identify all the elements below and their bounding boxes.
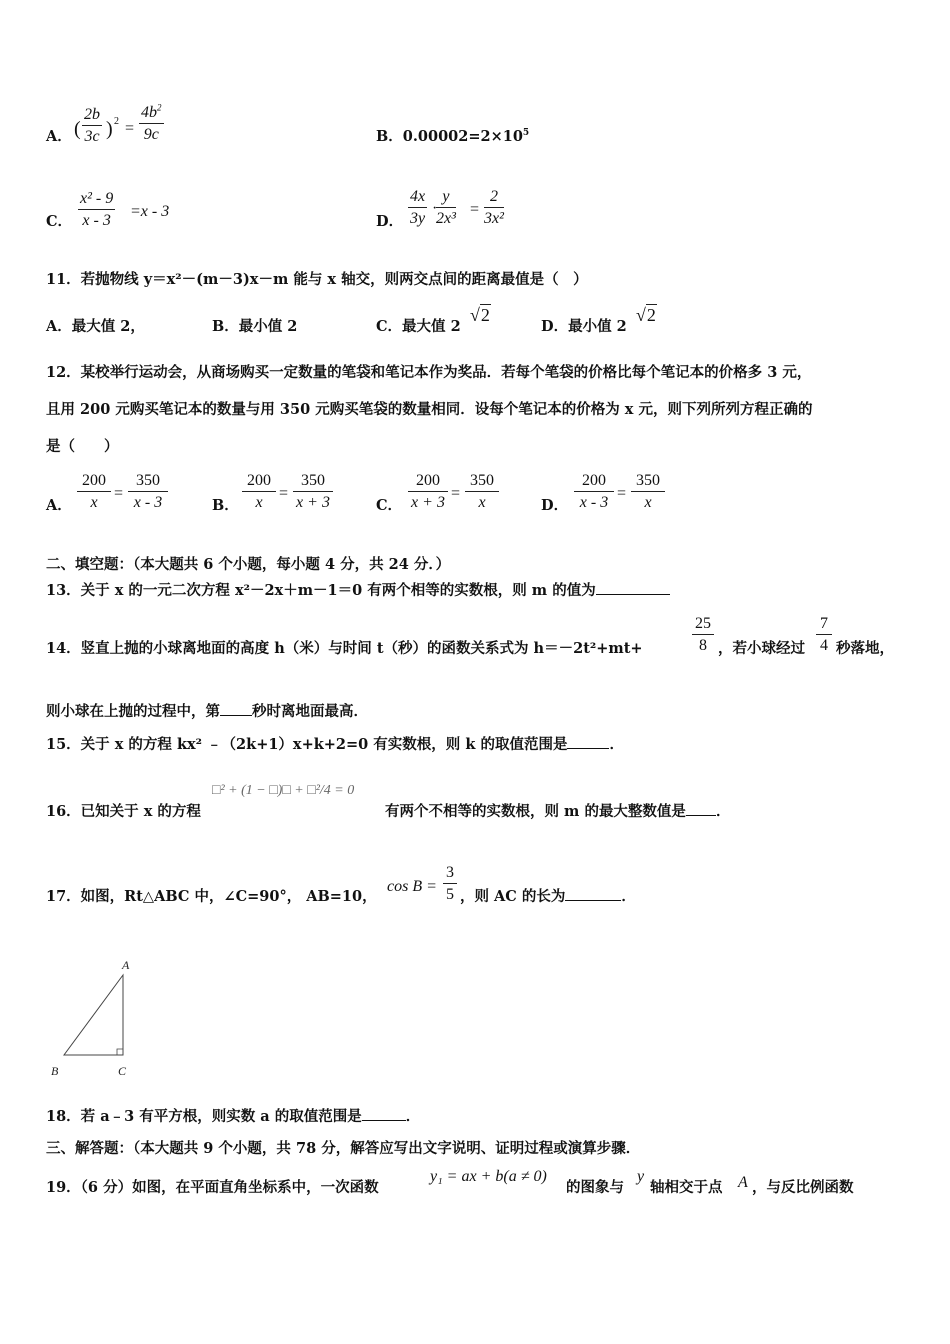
q10-d-fraction-2 <box>436 189 456 227</box>
q11-option-d-sqrt: √2 <box>636 305 656 325</box>
q11-option-c: C．最大值 2 <box>376 318 461 335</box>
q14-line-2b: 秒时离地面最高． <box>252 703 368 720</box>
q12-d-equals: = <box>617 485 627 502</box>
q10-a-fraction-2 <box>139 102 164 143</box>
q12-c-n1: 200 <box>408 473 448 492</box>
section-2-heading: 二、填空题：（本大题共 6 个小题，每小题 4 分，共 24 分．） <box>46 556 451 573</box>
q18-end: ． <box>405 1108 421 1125</box>
q14-part-2: ，若小球经过 <box>718 640 805 657</box>
q19-post: ，与反比例函数 <box>752 1179 854 1196</box>
q16-post-text: 有两个不相等的实数根，则 m 的最大整数值是 <box>385 803 686 820</box>
q10-option-b <box>376 130 529 145</box>
q19-y-symbol: y <box>637 1168 645 1185</box>
q12-a-d1: x <box>90 494 98 511</box>
q12-b-frac-1 <box>242 473 276 511</box>
q11-option-d: D．最小值 2 <box>541 318 627 335</box>
q16-post <box>385 805 730 820</box>
q17-pre: 17．如图，Rt△ABC 中，∠C=90°， AB=10， <box>46 888 377 905</box>
q10-d-equals: = <box>470 201 480 218</box>
q19-mid-2: 轴相交于点 <box>650 1179 723 1196</box>
q17-den: 5 <box>446 886 454 903</box>
q15-end: ． <box>609 736 624 753</box>
q13-text <box>46 584 670 599</box>
q12-a-equals: = <box>114 485 124 502</box>
q19-point-a: A <box>738 1174 748 1191</box>
right-angle-mark <box>117 1049 123 1055</box>
section-3-heading: 三、解答题：（本大题共 9 个小题，共 78 分，解答应写出文字说明、证明过程或演算步骤． <box>46 1140 641 1157</box>
q10-d-fraction-1 <box>408 189 427 227</box>
q10-a-f2-num <box>139 102 164 124</box>
q10-d-f2-num: y <box>436 189 456 208</box>
q12-b-d2: x + 3 <box>296 494 330 511</box>
q12-line-2: 且用 200 元购买笔记本的数量与用 350 元购买笔袋的数量相同．设每个笔记本的价格为 x 元，则下列所列方程正确的 <box>46 401 813 418</box>
q12-d-n2: 350 <box>631 473 665 492</box>
q17-blank[interactable] <box>565 899 621 901</box>
q12-option-c-label: C． <box>376 497 403 514</box>
q10-option-c-label: C． <box>46 213 73 230</box>
q11-option-b: B．最小值 2 <box>212 318 298 335</box>
q14-f2-num: 7 <box>816 616 832 635</box>
q10-c-rhs: =x - 3 <box>130 203 170 220</box>
q11-option-c-sqrt: √2 <box>470 305 490 325</box>
q10-a-paren-close: ) <box>106 118 113 140</box>
q10-d-f1-num: 4x <box>408 189 427 208</box>
q12-line-1: 12．某校举行运动会，从商场购买一定数量的笔袋和笔记本作为奖品．若每个笔袋的价格比每个笔记本的价格多 3 元， <box>46 364 812 381</box>
q10-d-fraction-3 <box>484 189 504 227</box>
q10-d-f3-den: 3x² <box>484 210 504 227</box>
q10-option-d-label: D． <box>376 213 404 230</box>
q15-text <box>46 738 624 753</box>
q17-triangle-figure <box>40 955 150 1085</box>
q14-f1-num: 25 <box>692 616 714 635</box>
q12-line-3: 是（ ） <box>46 438 119 455</box>
q12-d-frac-1 <box>574 473 614 511</box>
q18-blank[interactable] <box>362 1119 406 1121</box>
triangle-abc <box>64 975 123 1055</box>
vertex-a-label: A <box>122 958 130 972</box>
q12-c-n2: 350 <box>465 473 499 492</box>
q12-b-d1: x <box>255 494 263 511</box>
q14-line-2a: 则小球在上抛的过程中，第 <box>46 703 220 720</box>
q14-fraction-2 <box>816 616 832 654</box>
q18-stem: 18．若 a﹣3 有平方根，则实数 a 的取值范围是 <box>46 1108 362 1125</box>
q12-c-equals: = <box>451 485 461 502</box>
q12-a-frac-1 <box>77 473 111 511</box>
q15-blank[interactable] <box>567 747 609 749</box>
q10-a-fraction-1 <box>82 107 102 145</box>
q10-b-text: B．0.00002=2×10 <box>376 128 523 145</box>
q10-b-exp: 5 <box>522 128 530 139</box>
q10-c-den: x - 3 <box>82 212 111 229</box>
q12-a-n1: 200 <box>77 473 111 492</box>
q10-a-f1-den: 3c <box>84 128 100 145</box>
q16-blank[interactable] <box>686 814 716 816</box>
q16-end: ． <box>715 803 731 820</box>
q12-b-n2: 350 <box>293 473 333 492</box>
q17-num: 3 <box>443 865 457 884</box>
q12-c-d1: x + 3 <box>411 494 445 511</box>
q12-a-d2: x - 3 <box>133 494 163 511</box>
q10-a-f2-den: 9c <box>143 126 159 143</box>
q12-d-d2: x <box>644 494 652 511</box>
q11-c-radicand: 2 <box>480 305 490 325</box>
q12-c-d2: x <box>478 494 486 511</box>
q12-a-n2: 350 <box>128 473 168 492</box>
q18-text <box>46 1110 420 1125</box>
q17-end: ． <box>621 888 636 905</box>
q11-stem: 11．若抛物线 y＝x²－(m－3)x－m 能与 x 轴交，则两交点间的距离最值是（ ） <box>46 271 588 288</box>
q13-stem: 13．关于 x 的一元二次方程 x²－2x＋m－1＝0 有两个相等的实数根，则 m 的值为 <box>46 582 596 599</box>
q10-a-f2-num-text: 4b <box>141 104 157 121</box>
q14-f1-den: 8 <box>699 637 707 654</box>
q14-part-1: 14．竖直上抛的小球离地面的高度 h（米）与时间 t（秒）的函数关系式为 h＝－2t²+mt+ <box>46 640 643 657</box>
q17-post-text: ，则 AC 的长为 <box>460 888 566 905</box>
q10-c-num: x² - 9 <box>78 191 115 210</box>
q11-option-a: A．最大值 2， <box>46 318 145 335</box>
q19-formula: y₁ = ax + b(a ≠ 0) <box>430 1168 547 1185</box>
q17-post <box>460 890 636 905</box>
q17-cos: cos B = <box>387 878 437 895</box>
q12-b-equals: = <box>279 485 289 502</box>
q10-d-f2-den: 2x³ <box>436 210 456 227</box>
q10-a-f2-num-exp: 2 <box>157 102 162 113</box>
q10-c-fraction <box>78 191 115 229</box>
q12-option-d-label: D． <box>541 497 569 514</box>
q14-blank[interactable] <box>220 714 252 716</box>
q16-pre: 16．已知关于 x 的方程 <box>46 803 201 820</box>
q12-b-frac-2 <box>293 473 333 511</box>
q12-option-a-label: A． <box>46 497 72 514</box>
q10-a-paren-open: ( <box>74 118 81 140</box>
q12-d-frac-2 <box>631 473 665 511</box>
q15-stem: 15．关于 x 的方程 kx² ﹣（2k+1）x+k+2=0 有实数根，则 k 的取值范围是 <box>46 736 568 753</box>
vertex-b-label: B <box>51 1064 59 1078</box>
q10-d-f1-den: 3y <box>410 210 426 227</box>
q12-d-d1: x - 3 <box>579 494 609 511</box>
q16-formula-image: □² + (1 − □)□ + □²/4 = 0 <box>212 783 355 798</box>
q12-a-frac-2 <box>128 473 168 511</box>
q13-blank[interactable] <box>596 593 670 595</box>
q14-part-3: 秒落地， <box>836 640 894 657</box>
q10-a-equals: = <box>125 120 135 137</box>
q14-f2-den: 4 <box>820 637 828 654</box>
q12-d-n1: 200 <box>574 473 614 492</box>
q19-mid-1: 的图象与 <box>566 1179 624 1196</box>
q19-pre: 19．（6 分）如图，在平面直角坐标系中，一次函数 <box>46 1179 379 1196</box>
q12-option-b-label: B． <box>212 497 239 514</box>
q11-d-radicand: 2 <box>646 305 656 325</box>
q10-a-f1-num: 2b <box>82 107 102 126</box>
q14-line-2 <box>46 705 368 720</box>
q10-d-f3-num: 2 <box>484 189 504 208</box>
q12-c-frac-1 <box>408 473 448 511</box>
q10-a-exponent: 2 <box>114 116 119 127</box>
q17-fraction <box>443 865 457 903</box>
vertex-c-label: C <box>118 1064 127 1078</box>
q12-c-frac-2 <box>465 473 499 511</box>
q12-b-n1: 200 <box>242 473 276 492</box>
q14-fraction-1 <box>692 616 714 654</box>
q10-d-dot: · <box>432 200 438 217</box>
q10-option-a-label: A． <box>46 128 72 145</box>
